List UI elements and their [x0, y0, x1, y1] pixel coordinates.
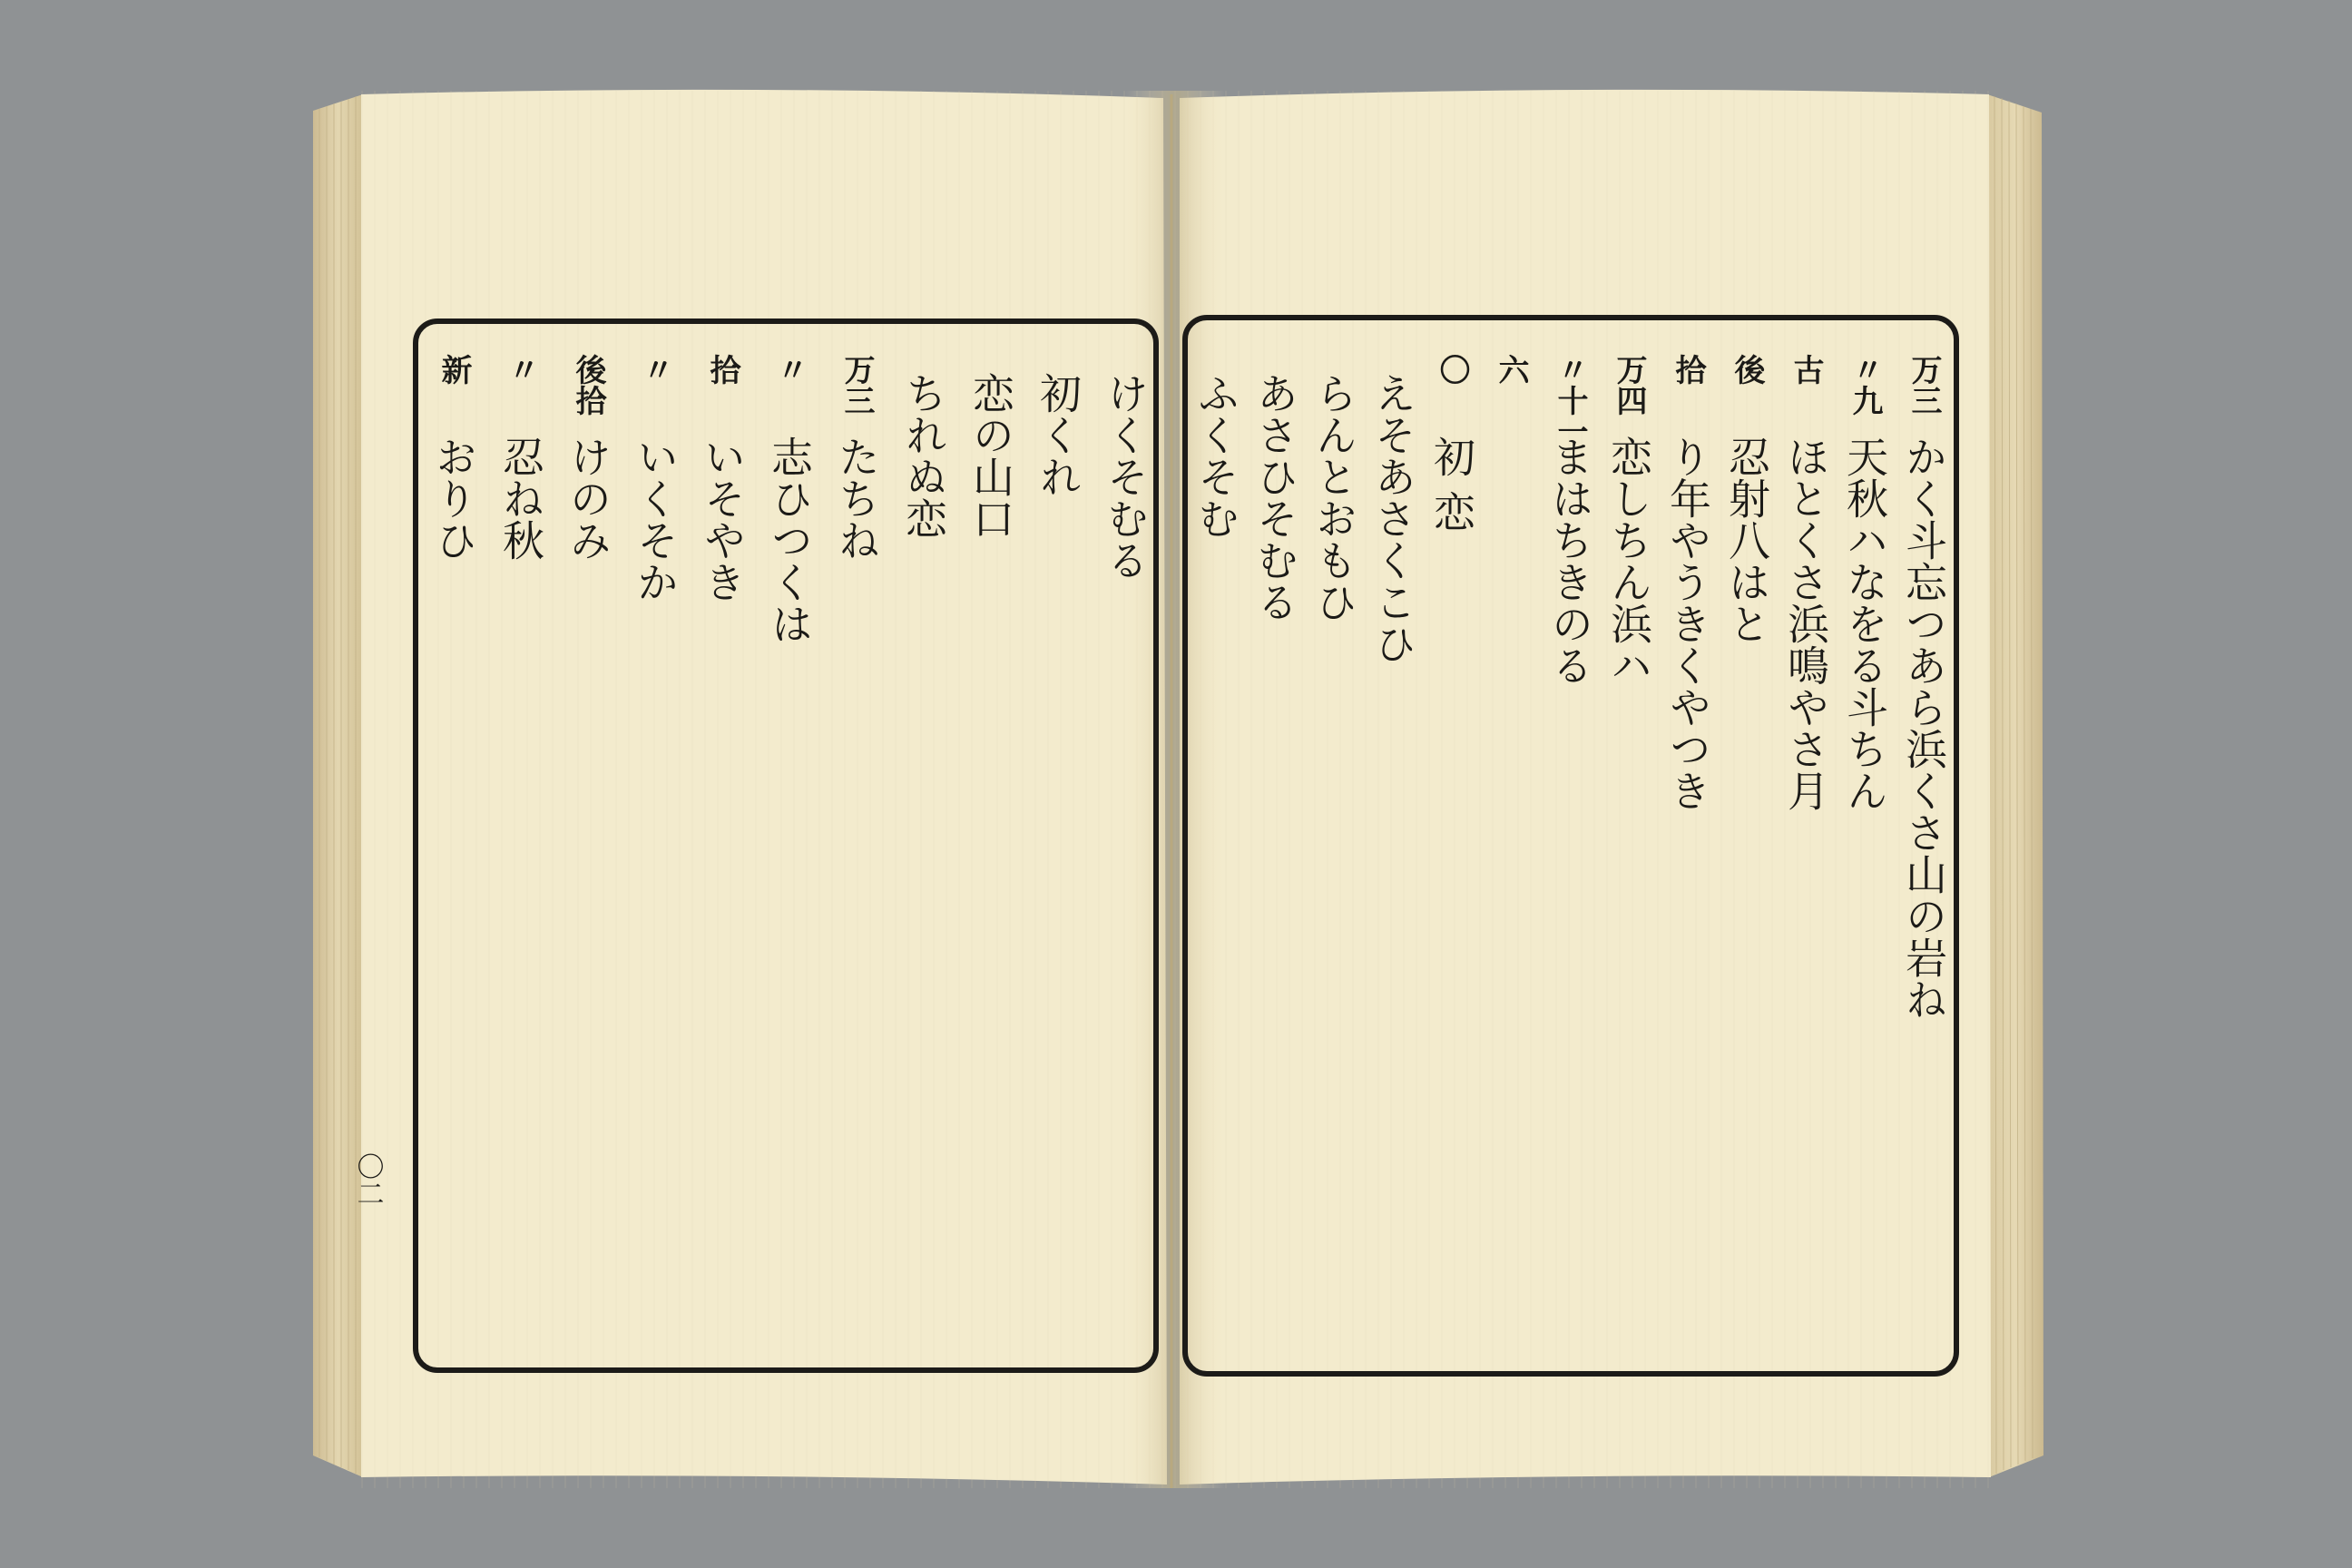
left-folio-marker: 〇二 — [351, 1152, 384, 1207]
left-label-7: 〃 — [637, 354, 673, 385]
right-column-1: 天秋ハなをる斗ちん — [1840, 436, 1889, 811]
right-label-3: 後 — [1729, 354, 1765, 385]
left-column-5: 志ひつくは — [765, 436, 814, 644]
left-column-6: いそやき — [698, 436, 747, 603]
right-column-0: かく斗忘つあら浜くさ山の岩ね — [1899, 436, 1948, 1020]
left-column-8: けのみ — [564, 436, 612, 561]
left-column-10: おりひ — [429, 436, 478, 561]
left-column-3: ちれぬ恋 — [899, 372, 948, 539]
right-label-6: 〃十一 — [1552, 354, 1588, 446]
gutter — [1125, 91, 1225, 1488]
right-label-0: 万三 — [1906, 354, 1942, 416]
left-column-9: 忍ね秋 — [496, 436, 545, 561]
right-column-9: えそあさくこひ — [1368, 372, 1417, 664]
right-column-3: 忍射八はと — [1722, 436, 1771, 644]
left-label-6: 拾 — [704, 354, 740, 385]
left-column-7: いくそか — [631, 436, 680, 603]
right-column-11: あさひそむる — [1250, 372, 1299, 622]
left-label-4: 万三 — [838, 354, 875, 416]
right-label-4: 拾 — [1670, 354, 1706, 385]
left-label-8: 後拾 — [570, 354, 606, 416]
right-label-2: 古 — [1788, 354, 1824, 385]
left-column-2: 恋の山口 — [966, 372, 1015, 539]
left-column-4: たちね — [832, 436, 881, 561]
right-column-2: ほとくさ浜鳴やさ月 — [1781, 436, 1830, 811]
right-label-5: 万四 — [1611, 354, 1647, 416]
right-column-12: ふくそむ — [1191, 372, 1240, 539]
right-column-6: まはちきのる — [1545, 436, 1594, 686]
left-label-5: 〃 — [771, 354, 808, 385]
right-column-8: 初 恋 — [1427, 436, 1476, 533]
right-column-5: 恋しちん浜ハ — [1604, 436, 1653, 686]
right-label-7: 六 — [1493, 354, 1529, 385]
right-column-4: り年やうきくやつき — [1663, 436, 1712, 811]
left-label-10: 新 — [436, 354, 472, 385]
left-column-0: けくそむる — [1101, 372, 1150, 581]
left-label-9: 〃 — [503, 354, 539, 385]
right-label-8: 〇 — [1434, 354, 1470, 385]
left-column-1: 初くれ — [1034, 372, 1083, 497]
right-label-1: 〃九 — [1847, 354, 1883, 416]
right-column-10: らんとおもひ — [1309, 372, 1358, 622]
